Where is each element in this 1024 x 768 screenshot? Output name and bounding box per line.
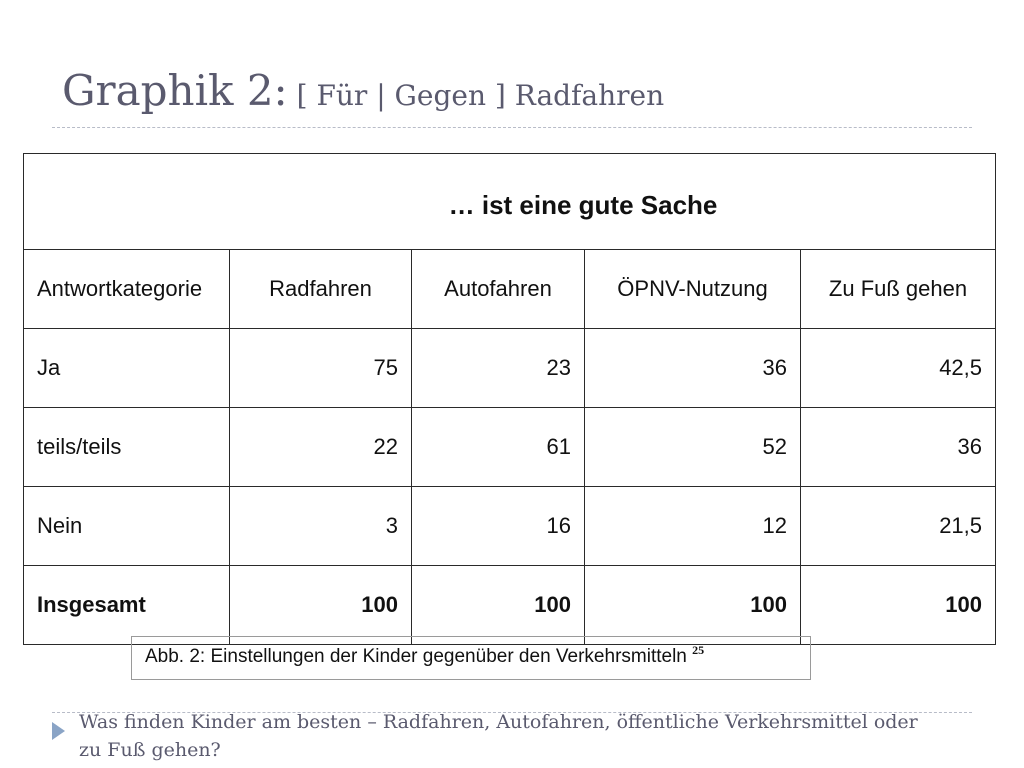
slide-title bbox=[62, 66, 665, 115]
cell-value: 61 bbox=[412, 408, 585, 487]
cell-value: 75 bbox=[230, 329, 412, 408]
cell-value: 100 bbox=[412, 566, 585, 645]
cell-value: 36 bbox=[801, 408, 996, 487]
cell-value: 42,5 bbox=[801, 329, 996, 408]
table-row-ja bbox=[24, 329, 996, 408]
caption-footnote: 25 bbox=[692, 643, 705, 657]
cell-value: 23 bbox=[412, 329, 585, 408]
column-header-category: Antwortkategorie bbox=[24, 250, 230, 329]
figure-caption bbox=[131, 636, 811, 680]
caption-text: Abb. 2: Einstellungen der Kinder gegenüber den Verkehrsmitteln bbox=[145, 646, 693, 667]
attitude-table bbox=[23, 153, 996, 645]
column-header-oepnv: ÖPNV-Nutzung bbox=[585, 250, 801, 329]
cell-value: 100 bbox=[801, 566, 996, 645]
cell-value: 52 bbox=[585, 408, 801, 487]
table-row-nein bbox=[24, 487, 996, 566]
cell-value: 100 bbox=[585, 566, 801, 645]
column-header-autofahren: Autofahren bbox=[412, 250, 585, 329]
table-header-cell: … ist eine gute Sache bbox=[24, 154, 996, 250]
column-header-row bbox=[24, 250, 996, 329]
cell-value: 12 bbox=[585, 487, 801, 566]
cell-value: 36 bbox=[585, 329, 801, 408]
cell-value: 16 bbox=[412, 487, 585, 566]
row-label: Nein bbox=[24, 487, 230, 566]
cell-value: 21,5 bbox=[801, 487, 996, 566]
table-row-insgesamt bbox=[24, 566, 996, 645]
row-label: Insgesamt bbox=[24, 566, 230, 645]
bullet-arrow-icon bbox=[52, 722, 65, 740]
table-row-teils-teils bbox=[24, 408, 996, 487]
bullet-text: Was finden Kinder am besten – Radfahren, Autofahren, öffentliche Verkehrsmittel oder zu Fuß gehen? bbox=[79, 711, 918, 761]
title-sub: [ Für | Gegen ] Radfahren bbox=[287, 79, 665, 112]
row-label: Ja bbox=[24, 329, 230, 408]
table-header-row bbox=[24, 154, 996, 250]
cell-value: 22 bbox=[230, 408, 412, 487]
row-label: teils/teils bbox=[24, 408, 230, 487]
cell-value: 3 bbox=[230, 487, 412, 566]
title-main: Graphik 2: bbox=[62, 66, 288, 115]
column-header-zu-fuss: Zu Fuß gehen bbox=[801, 250, 996, 329]
cell-value: 100 bbox=[230, 566, 412, 645]
column-header-radfahren: Radfahren bbox=[230, 250, 412, 329]
title-divider bbox=[52, 127, 972, 128]
